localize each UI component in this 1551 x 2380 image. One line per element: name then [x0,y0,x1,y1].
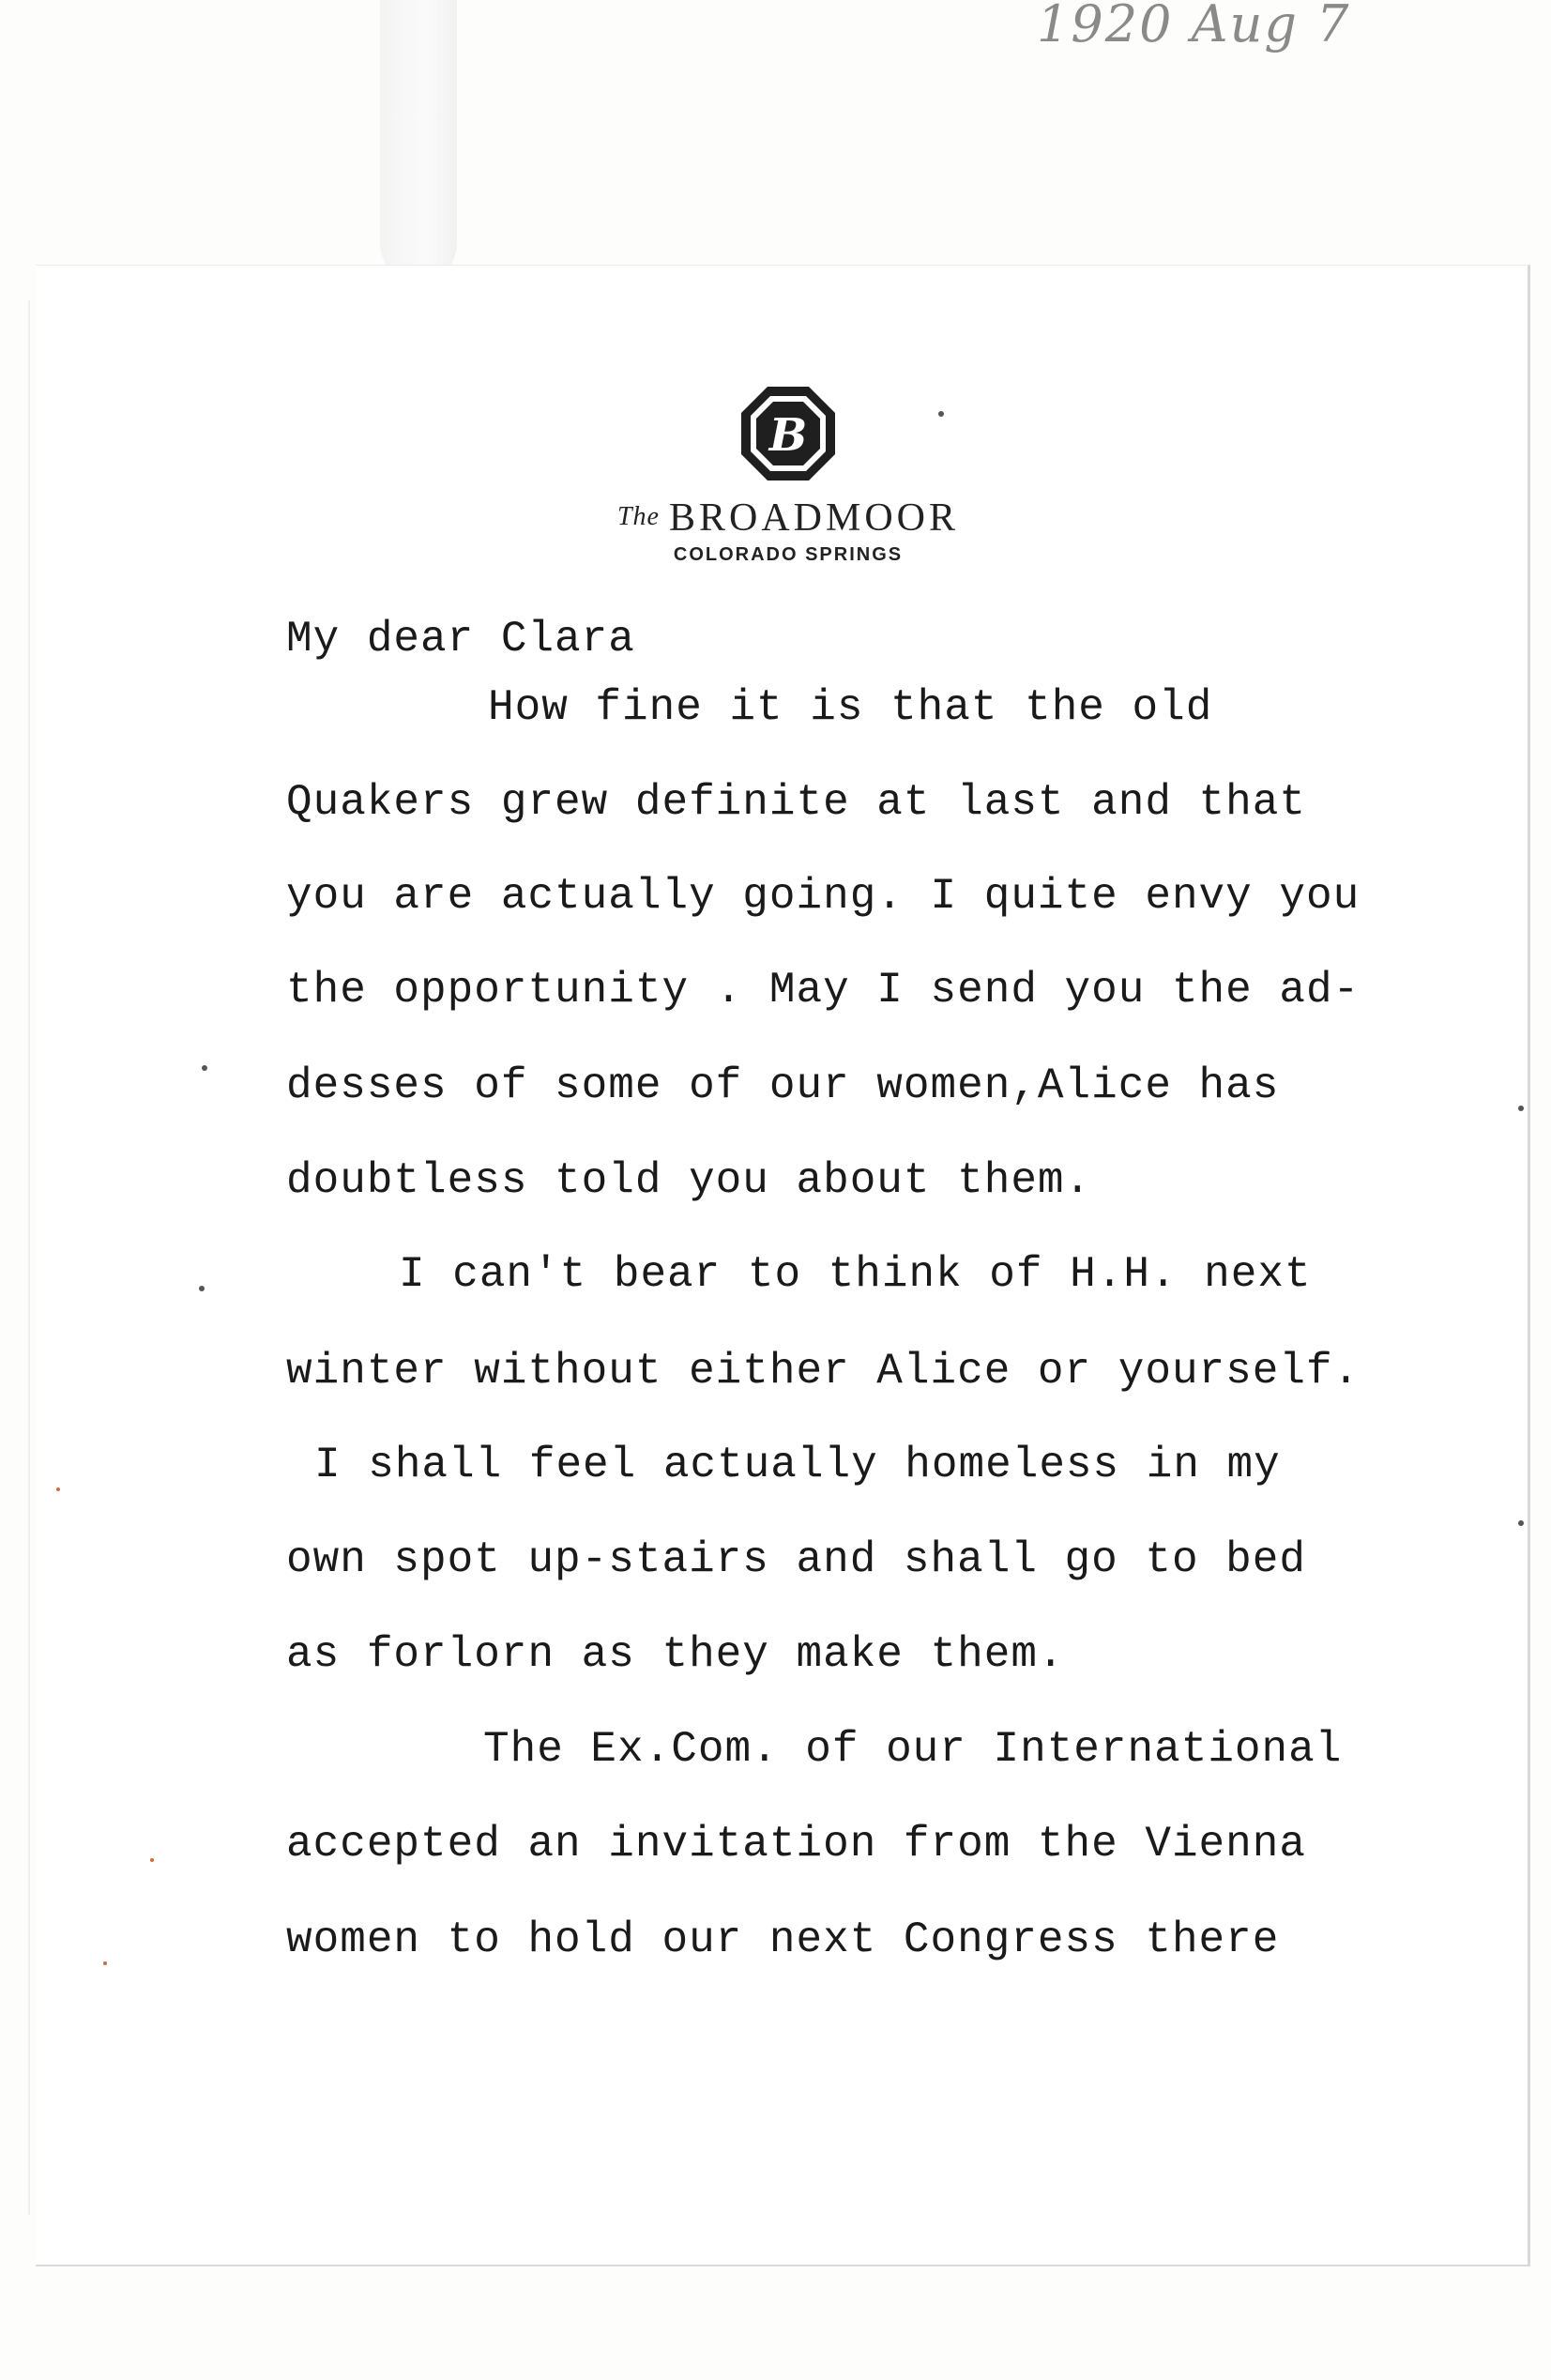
paper-clip-shadow [380,0,457,282]
letter-line: own spot up-stairs and shall go to bed [286,1535,1306,1584]
letter-line: I shall feel actually homeless in my [314,1441,1281,1489]
letter-line: The Ex.Com. of our International [483,1725,1343,1774]
letter-line: doubtless told you about them. [286,1156,1092,1205]
letterhead-name: BROADMOOR [668,496,960,540]
scan-speck [103,1961,107,1965]
letterhead [563,385,1013,566]
letterhead-the: The [616,502,660,531]
letter-line: desses of some of our women,Alice has [286,1061,1280,1110]
scan-speck [1518,1520,1524,1526]
letter-line: accepted an invitation from the Vienna [286,1820,1306,1869]
letterhead-title [563,496,1013,541]
monogram-letter: B [768,409,808,462]
letter-line: women to hold our next Congress there [286,1915,1280,1964]
scan-speck [202,1065,207,1071]
archive-date-note: 1920 Aug 7 [1037,0,1351,53]
scan-speck [150,1858,154,1862]
letter-line: Quakers grew definite at last and that [286,778,1306,827]
letter-line: winter without either Alice or yourself. [286,1347,1361,1396]
scan-speck [938,411,944,417]
scan-speck [1518,1106,1524,1111]
letter-line: you are actually going. I quite envy you [286,872,1361,921]
scan-speck [199,1286,205,1291]
letter-line: My dear Clara [286,615,635,664]
broadmoor-monogram-icon [739,385,837,482]
letter-line: I can't bear to think of H.H. next [399,1250,1312,1299]
letter-line: as forlorn as they make them. [286,1630,1065,1679]
scan-edge [28,300,30,2215]
letter-line: the opportunity . May I send you the ad- [286,966,1361,1015]
scan-speck [56,1488,60,1491]
letterhead-city: COLORADO SPRINGS [673,544,904,565]
letter-line: How fine it is that the old [488,683,1213,732]
